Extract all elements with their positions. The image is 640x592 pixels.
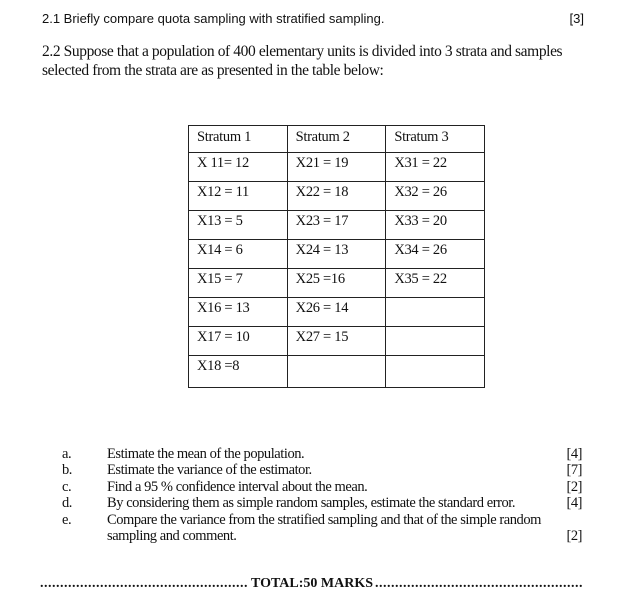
table-cell: X13 = 5 — [189, 211, 288, 240]
question-marks: [2] — [566, 527, 582, 544]
table-cell: X18 =8 — [189, 356, 288, 388]
sub-questions-list — [62, 446, 582, 544]
list-item — [62, 462, 582, 478]
question-text: Estimate the mean of the population. — [107, 446, 305, 462]
table-cell: X25 =16 — [287, 269, 386, 298]
header-stratum-2: Stratum 2 — [287, 126, 386, 153]
question-text: By considering them as simple random samples, estimate the standard error. — [107, 495, 516, 512]
table-cell — [386, 327, 485, 356]
table-cell: X33 = 20 — [386, 211, 485, 240]
table-cell: X17 = 10 — [189, 327, 288, 356]
total-marks-line — [40, 576, 582, 592]
table-cell: X14 = 6 — [189, 240, 288, 269]
table-row — [189, 211, 485, 240]
table-cell: X23 = 17 — [287, 211, 386, 240]
table-row — [189, 182, 485, 211]
question-marks: [4] — [566, 495, 582, 512]
list-item — [62, 512, 582, 528]
table-cell: X27 = 15 — [287, 327, 386, 356]
question-marks: [4] — [566, 446, 582, 462]
table-header-row — [189, 126, 485, 153]
table-cell: X32 = 26 — [386, 182, 485, 211]
table-row — [189, 356, 485, 388]
dotted-leader — [40, 576, 247, 592]
header-stratum-3: Stratum 3 — [386, 126, 485, 153]
strata-table — [188, 125, 485, 388]
question-text: Compare the variance from the stratified sampling and that of the simple random — [107, 511, 541, 528]
question-2-2-text: 2.2 Suppose that a population of 400 elementary units is divided into 3 strata and samples selected from the strata are as presented in the table below: — [42, 43, 563, 79]
table-cell: X16 = 13 — [189, 298, 288, 327]
table-row — [189, 269, 485, 298]
table-row — [189, 240, 485, 269]
table-row — [189, 298, 485, 327]
table-cell — [287, 356, 386, 388]
table-cell — [386, 298, 485, 327]
table-cell: X26 = 14 — [287, 298, 386, 327]
total-marks-label: TOTAL:50 MARKS — [251, 576, 373, 591]
table-cell: X 11= 12 — [189, 153, 288, 182]
question-marks: [2] — [566, 478, 582, 495]
list-item — [62, 528, 582, 544]
question-marks: [7] — [566, 462, 582, 479]
question-letter: c. — [62, 478, 72, 495]
question-2-1 — [42, 11, 584, 26]
table-cell — [386, 356, 485, 388]
question-2-1-text: 2.1 Briefly compare quota sampling with stratified sampling. — [42, 11, 385, 26]
table-cell: X34 = 26 — [386, 240, 485, 269]
dotted-leader — [375, 576, 582, 592]
question-2-1-marks: [3] — [569, 11, 584, 26]
question-text: Estimate the variance of the estimator. — [107, 462, 312, 479]
table-cell: X22 = 18 — [287, 182, 386, 211]
table-row — [189, 327, 485, 356]
table-cell: X31 = 22 — [386, 153, 485, 182]
table-cell: X35 = 22 — [386, 269, 485, 298]
question-text: Find a 95 % confidence interval about the mean. — [107, 478, 368, 495]
table-cell: X24 = 13 — [287, 240, 386, 269]
table-cell: X15 = 7 — [189, 269, 288, 298]
question-text: sampling and comment. — [107, 527, 237, 544]
question-letter: a. — [62, 446, 72, 462]
list-item — [62, 495, 582, 511]
table-row — [189, 153, 485, 182]
question-letter: b. — [62, 462, 72, 479]
question-letter: d. — [62, 495, 72, 512]
question-letter: e. — [62, 511, 72, 528]
header-stratum-1: Stratum 1 — [189, 126, 288, 153]
list-item — [62, 479, 582, 495]
table-cell: X21 = 19 — [287, 153, 386, 182]
table-cell: X12 = 11 — [189, 182, 288, 211]
list-item — [62, 446, 582, 462]
